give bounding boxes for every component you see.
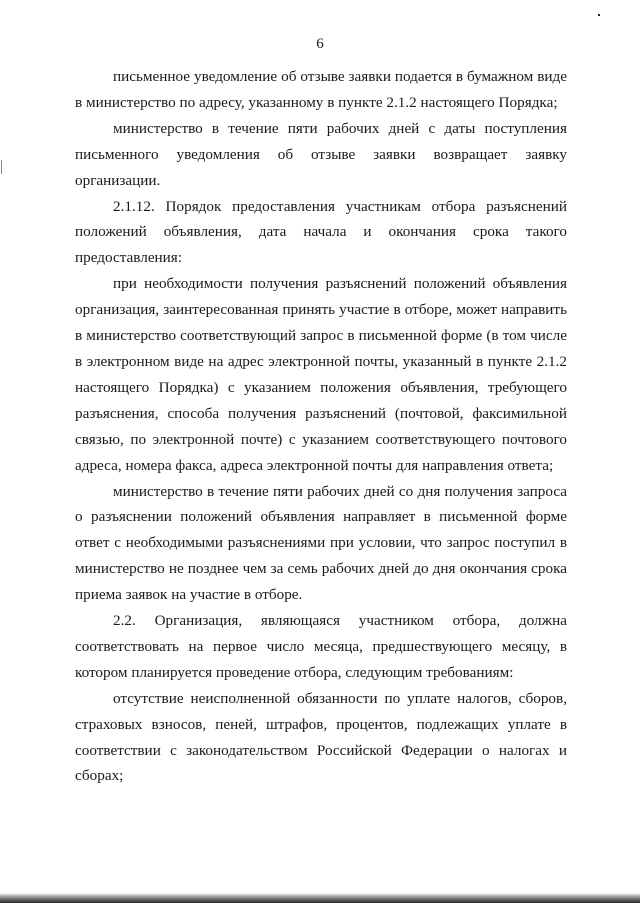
paragraph-ministry-response: министерство в течение пяти рабочих дней со дня получения запроса о разъяснении положений объявления направляет в письменной форме ответ с необходимыми разъяснениями при условии, что запрос поступил в министерство не позднее чем за семь рабочих дней до дня окончания срока приема заявок на участие в отборе. (75, 482, 567, 604)
paragraph-clause-2-2: 2.2. Организация, являющаяся участником отбора, должна соответствовать на первое число месяца, предшествующего месяцу, в котором планируется проведение отбора, следующим требованиям: (75, 612, 567, 681)
page-number: 6 (316, 36, 324, 52)
scan-bottom-edge (0, 893, 640, 903)
paragraph-clause-2-1-12: 2.1.12. Порядок предоставления участникам отбора разъяснений положений объявления, дата начала и окончания срока такого предоставления: (75, 197, 567, 267)
scan-mark-top-right (598, 14, 600, 16)
paragraph-return-application: министерство в течение пяти рабочих дней с даты поступления письменного уведомления об отзыве заявки возвращает заявку организации. (75, 119, 567, 189)
paragraph-clarification-request: при необходимости получения разъяснений положений объявления организация, заинтересованная принять участие в отборе, может направить в министерство соответствующий запрос в письменной форме (в том числе в электронном виде на адрес электронной почты, указанный в пункте 2.1.2 настоящего Порядка) с указанием положения объявления, требующего разъяснения, способа получения разъяснений (почтовой, факсимильной связью, по электронной почте) с указанием соответствующего почтового адреса, номера факса, адреса электронной почты для направления ответа; (75, 275, 567, 474)
document-body (75, 64, 567, 789)
scan-mark-left-edge (1, 160, 2, 174)
paragraph-written-notice: письменное уведомление об отзыве заявки подается в бумажном виде в министерство по адресу, указанному в пункте 2.1.2 настоящего Порядка; (75, 68, 567, 111)
paragraph-no-tax-debt: отсутствие неисполненной обязанности по уплате налогов, сборов, страховых взносов, пеней, штрафов, процентов, подлежащих уплате в соответствии с законодательством Российской Федерации о налогах и сборах; (75, 689, 567, 785)
